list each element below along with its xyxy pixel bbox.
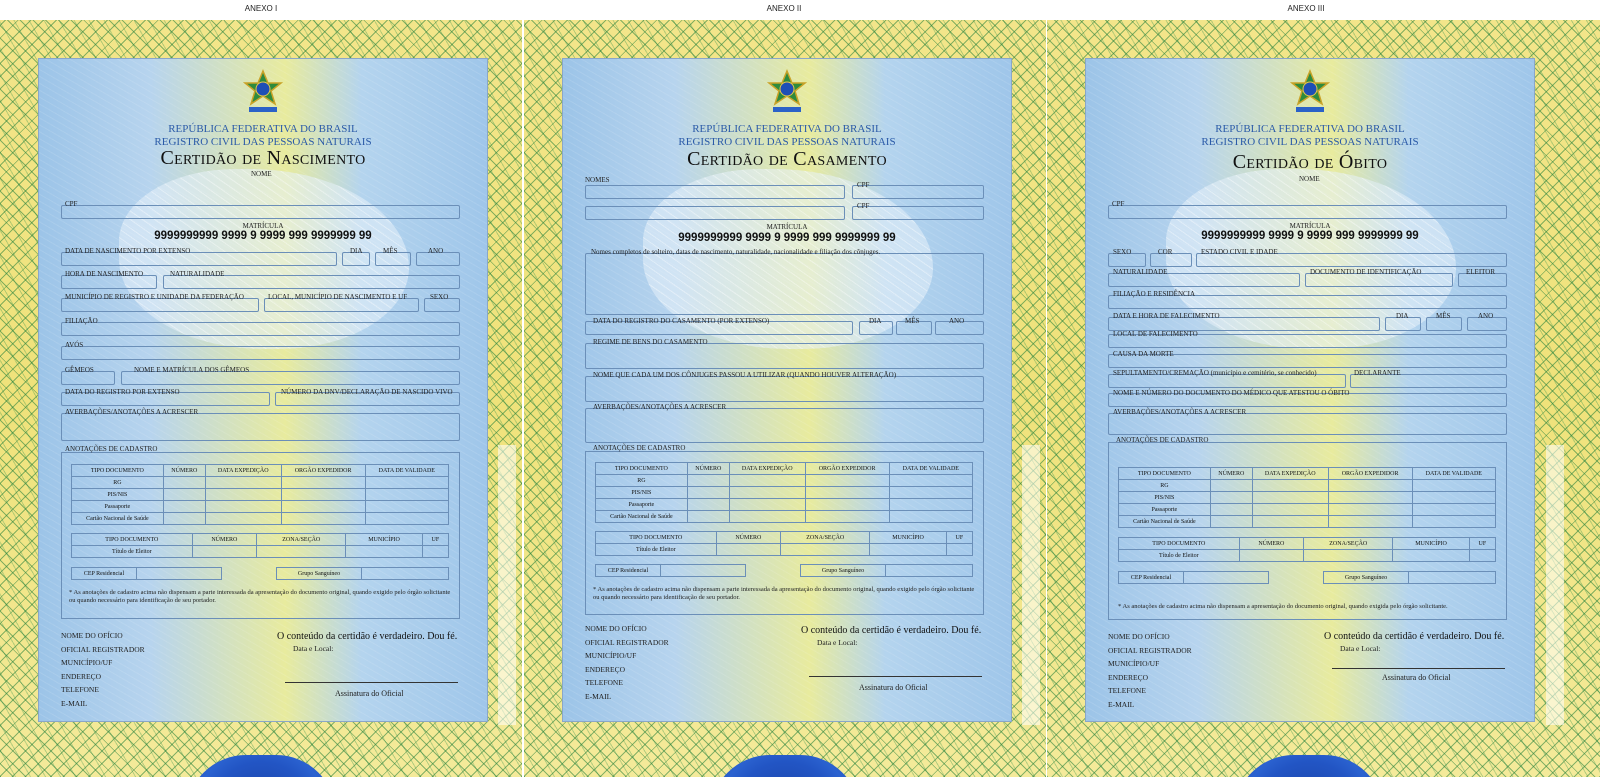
filiacao-field <box>61 322 460 336</box>
col-data-exp: DATA EXPEDIÇÃO <box>205 465 281 477</box>
matricula-label: MATRÍCULA <box>766 223 808 231</box>
paper <box>562 58 1012 722</box>
footer-email: E-MAIL <box>1108 699 1135 709</box>
data-registro-label: DATA DO REGISTRO DO CASAMENTO (POR EXTENSO) <box>593 317 770 325</box>
annex-title-1: ANEXO I <box>244 4 278 13</box>
eleitor-table <box>71 533 449 558</box>
averbacoes-field <box>585 408 984 443</box>
cpf-2-label: CPF <box>857 202 870 210</box>
averbacoes-field <box>61 413 460 441</box>
footer-telefone: TELEFONE <box>585 678 623 688</box>
cadastro-table <box>595 462 973 523</box>
footer-municipio: MUNICÍPIO/UF <box>61 658 113 668</box>
matricula-number: 9999999999 9999 9 9999 999 9999999 99 <box>1201 230 1419 242</box>
eleitor-table <box>1118 537 1496 562</box>
row-passaporte: Passaporte <box>596 499 688 511</box>
col-municipio: MUNICÍPIO <box>870 532 946 544</box>
row-cns: Cartão Nacional de Saúde <box>596 511 688 523</box>
certificate-obito <box>1047 20 1600 777</box>
dia-label: DIA <box>350 247 363 255</box>
coat-of-arms-icon <box>1288 69 1332 117</box>
certificate-casamento <box>524 20 1046 777</box>
doc-id-label: DOCUMENTO DE IDENTIFICAÇÃO <box>1310 268 1422 276</box>
data-registro-label: DATA DO REGISTRO POR EXTENSO <box>65 388 180 396</box>
side-strip <box>1022 445 1040 725</box>
averbacoes-field <box>1108 413 1507 435</box>
conjuges-info-field <box>585 253 984 315</box>
nome-passou-label: NOME QUE CADA UM DOS CÔNJUGES PASSOU A UTILIZAR (QUANDO HOUVER ALTERAÇÃO) <box>593 371 897 379</box>
causa-label: CAUSA DA MORTE <box>1113 350 1174 358</box>
coat-of-arms-icon <box>765 69 809 117</box>
seal-icon <box>710 755 860 777</box>
naturalidade-label: NATURALIDADE <box>170 270 225 278</box>
cpf-field <box>1108 205 1507 219</box>
col-numero: NÚMERO <box>163 465 205 477</box>
col-zona: ZONA/SEÇÃO <box>257 534 346 546</box>
sexo-label: SEXO <box>1113 248 1132 256</box>
nome-conjuge-1-field <box>585 185 845 199</box>
row-cns: Cartão Nacional de Saúde <box>72 513 164 525</box>
seal-icon <box>1234 755 1384 777</box>
sexo-label: SEXO <box>430 293 449 301</box>
local-nascimento-label: LOCAL, MUNICÍPIO DE NASCIMENTO E UF <box>268 293 408 301</box>
footer-email: E-MAIL <box>61 698 88 708</box>
cadastro-title: ANOTAÇÕES DE CADASTRO <box>65 445 158 453</box>
header-line-1: REPÚBLICA FEDERATIVA DO BRASIL <box>1215 123 1405 135</box>
cpf-1-label: CPF <box>857 181 870 189</box>
seal-icon <box>186 755 336 777</box>
dou-fe-text: O conteúdo da certidão é verdadeiro. Dou fé. <box>277 631 458 642</box>
col-validade: DATA DE VALIDADE <box>365 465 448 477</box>
footer-oficial: OFICIAL REGISTRADOR <box>585 637 669 647</box>
header-line-2: REGISTRO CIVIL DAS PESSOAS NATURAIS <box>154 136 372 148</box>
col-tipo2: TIPO DOCUMENTO <box>72 534 193 546</box>
cadastro-note: * As anotações de cadastro acima não dispensam a parte interessada da apresentação do documento original, quando exigido pelo órgão solicitante ou quando necessário para identificação de seu portador. <box>593 586 975 601</box>
coat-of-arms-icon <box>241 69 285 117</box>
row-eleitor: Título de Eleitor <box>596 544 717 556</box>
estado-civil-label: ESTADO CIVIL E IDADE <box>1201 248 1278 256</box>
col-data-exp: DATA EXPEDIÇÃO <box>1252 468 1328 480</box>
col-validade: DATA DE VALIDADE <box>889 463 972 475</box>
sangue-label: Grupo Sanguíneo <box>801 565 886 577</box>
footer-endereco: ENDEREÇO <box>61 671 101 681</box>
cep-table <box>71 567 449 580</box>
col-zona: ZONA/SEÇÃO <box>781 532 870 544</box>
footer-oficial: OFICIAL REGISTRADOR <box>1108 645 1192 655</box>
averbacoes-label: AVERBAÇÕES/ANOTAÇÕES A ACRESCER <box>1113 408 1247 416</box>
signature-line <box>1332 668 1505 669</box>
footer-info <box>61 629 145 711</box>
footer-telefone: TELEFONE <box>1108 686 1146 696</box>
nome-conjuge-2-field <box>585 206 845 220</box>
dnv-label: NÚMERO DA DNV/DECLARAÇÃO DE NASCIDO VIVO <box>281 388 453 396</box>
certificate-title: Certidão de Casamento <box>687 148 887 170</box>
cadastro-note: * As anotações de cadastro acima não dispensam a parte interessada da apresentação do documento original, quando exigido pelo órgão solicitante ou quando necessário para identificação de seu portador. <box>69 589 451 604</box>
ano-label: ANO <box>428 247 444 255</box>
footer-info <box>585 622 669 704</box>
certificate-nascimento <box>0 20 522 777</box>
avos-label: AVÓS <box>65 341 84 349</box>
dou-fe-text: O conteúdo da certidão é verdadeiro. Dou fé. <box>801 625 982 636</box>
nome-gemeos-label: NOME E MATRÍCULA DOS GÊMEOS <box>134 366 250 374</box>
dou-fe-text: O conteúdo da certidão é verdadeiro. Dou fé. <box>1324 631 1505 642</box>
conjuges-info-label: Nomes completos de solteiro, datas de nascimento, naturalidade, nacionalidade e filiação dos cônjuges. <box>591 248 881 256</box>
header-line-2: REGISTRO CIVIL DAS PESSOAS NATURAIS <box>678 136 896 148</box>
municipio-registro-label: MUNICÍPIO DE REGISTRO E UNIDADE DA FEDERAÇÃO <box>65 293 244 301</box>
col-uf: UF <box>422 534 448 546</box>
row-rg: RG <box>596 475 688 487</box>
eleitor-label: ELEITOR <box>1466 268 1496 276</box>
matricula-label: MATRÍCULA <box>242 222 284 230</box>
matricula-label: MATRÍCULA <box>1289 222 1331 230</box>
cadastro-title: ANOTAÇÕES DE CADASTRO <box>593 444 686 452</box>
cadastro-table <box>1118 467 1496 528</box>
matricula-number: 9999999999 9999 9 9999 999 9999999 99 <box>154 230 372 242</box>
col-numero: NÚMERO <box>1210 468 1252 480</box>
gemeos-label: GÊMEOS <box>65 366 94 374</box>
dia-label: DIA <box>869 317 882 325</box>
medico-label: NOME E NÚMERO DO DOCUMENTO DO MÉDICO QUE ATESTOU O ÓBITO <box>1113 389 1350 397</box>
cep-table <box>595 564 973 577</box>
cpf-label: CPF <box>1112 200 1125 208</box>
side-strip <box>1546 445 1564 725</box>
sangue-label: Grupo Sanguíneo <box>277 568 362 580</box>
footer-municipio: MUNICÍPIO/UF <box>585 651 637 661</box>
footer-municipio: MUNICÍPIO/UF <box>1108 659 1160 669</box>
cor-label: COR <box>1158 248 1173 256</box>
cpf-label: CPF <box>65 200 78 208</box>
col-municipio: MUNICÍPIO <box>1393 538 1469 550</box>
signature-label: Assinatura do Oficial <box>859 683 928 692</box>
col-orgao: ORGÃO EXPEDIDOR <box>805 463 889 475</box>
header-line-1: REPÚBLICA FEDERATIVA DO BRASIL <box>692 123 882 135</box>
filiacao-label: FILIAÇÃO <box>65 317 98 325</box>
row-rg: RG <box>72 477 164 489</box>
row-pis: PIS/NIS <box>596 487 688 499</box>
footer-nome-oficio: NOME DO OFÍCIO <box>1108 632 1170 641</box>
annex-title-3: ANEXO III <box>1287 4 1325 13</box>
data-local-label: Data e Local: <box>817 638 858 647</box>
avos-field <box>61 346 460 360</box>
hora-label: HORA DE NASCIMENTO <box>65 270 144 278</box>
cadastro-note: * As anotações de cadastro acima não dispensam a apresentação do documento original, quando exigida pelo órgão solicitante. <box>1118 603 1448 610</box>
footer-info <box>1108 630 1192 712</box>
annex-title-2: ANEXO II <box>766 4 802 13</box>
signature-label: Assinatura do Oficial <box>1382 673 1451 682</box>
col-municipio: MUNICÍPIO <box>346 534 422 546</box>
col-tipo: TIPO DOCUMENTO <box>72 465 164 477</box>
dia-label: DIA <box>1396 312 1409 320</box>
header-line-1: REPÚBLICA FEDERATIVA DO BRASIL <box>168 123 358 135</box>
footer-telefone: TELEFONE <box>61 685 99 695</box>
nomes-label: NOMES <box>585 176 610 184</box>
row-passaporte: Passaporte <box>72 501 164 513</box>
footer-email: E-MAIL <box>585 691 612 701</box>
col-numero: NÚMERO <box>687 463 729 475</box>
col-numero2: NÚMERO <box>716 532 780 544</box>
data-nascimento-label: DATA DE NASCIMENTO POR EXTENSO <box>65 247 191 255</box>
mes-label: MÊS <box>383 247 398 255</box>
col-validade: DATA DE VALIDADE <box>1412 468 1495 480</box>
paper <box>38 58 488 722</box>
footer-endereco: ENDEREÇO <box>1108 672 1148 682</box>
signature-line <box>809 676 982 677</box>
ano-label: ANO <box>1478 312 1494 320</box>
mes-label: MÊS <box>905 317 920 325</box>
cep-label: CEP Residencial <box>1119 572 1184 584</box>
averbacoes-label: AVERBAÇÕES/ANOTAÇÕES A ACRESCER <box>65 408 199 416</box>
col-zona: ZONA/SEÇÃO <box>1304 538 1393 550</box>
nome-passou-field <box>585 376 984 402</box>
row-cns: Cartão Nacional de Saúde <box>1119 516 1211 528</box>
filiacao-label: FILIAÇÃO E RESIDÊNCIA <box>1113 290 1196 298</box>
declarante-label: DECLARANTE <box>1354 369 1401 377</box>
col-tipo2: TIPO DOCUMENTO <box>1119 538 1240 550</box>
cadastro-title: ANOTAÇÕES DE CADASTRO <box>1116 436 1209 444</box>
footer-endereco: ENDEREÇO <box>585 664 625 674</box>
col-numero2: NÚMERO <box>1239 538 1303 550</box>
certificate-title: Certidão de Óbito <box>1232 151 1388 173</box>
row-pis: PIS/NIS <box>1119 492 1211 504</box>
signature-line <box>285 682 458 683</box>
col-orgao: ORGÃO EXPEDIDOR <box>1328 468 1412 480</box>
row-pis: PIS/NIS <box>72 489 164 501</box>
cep-label: CEP Residencial <box>596 565 661 577</box>
sangue-label: Grupo Sanguíneo <box>1324 572 1409 584</box>
eleitor-table <box>595 531 973 556</box>
row-eleitor: Título de Eleitor <box>72 546 193 558</box>
row-passaporte: Passaporte <box>1119 504 1211 516</box>
footer-oficial: OFICIAL REGISTRADOR <box>61 644 145 654</box>
cpf-1-field <box>852 185 984 199</box>
nome-label: NOME <box>251 170 272 178</box>
side-strip <box>498 445 516 725</box>
matricula-number: 9999999999 9999 9 9999 999 9999999 99 <box>678 232 896 244</box>
col-data-exp: DATA EXPEDIÇÃO <box>729 463 805 475</box>
paper <box>1085 58 1535 722</box>
footer-nome-oficio: NOME DO OFÍCIO <box>585 624 647 633</box>
cpf-field <box>61 205 460 219</box>
certificate-title: Certidão de Nascimento <box>160 147 366 169</box>
data-local-label: Data e Local: <box>293 644 334 653</box>
footer-nome-oficio: NOME DO OFÍCIO <box>61 631 123 640</box>
row-eleitor: Título de Eleitor <box>1119 550 1240 562</box>
col-tipo2: TIPO DOCUMENTO <box>596 532 717 544</box>
regime-field <box>585 343 984 369</box>
averbacoes-label: AVERBAÇÕES/ANOTAÇÕES A ACRESCER <box>593 403 727 411</box>
data-local-label: Data e Local: <box>1340 644 1381 653</box>
col-tipo: TIPO DOCUMENTO <box>1119 468 1211 480</box>
sepultamento-label: SEPULTAMENTO/CREMAÇÃO (município e cemitério, se conhecido) <box>1113 369 1317 377</box>
col-uf: UF <box>946 532 972 544</box>
data-hora-label: DATA E HORA DE FALECIMENTO <box>1113 312 1220 320</box>
col-numero2: NÚMERO <box>192 534 256 546</box>
cep-label: CEP Residencial <box>72 568 137 580</box>
naturalidade-label: NATURALIDADE <box>1113 268 1168 276</box>
nome-label: NOME <box>1299 175 1320 183</box>
col-orgao: ORGÃO EXPEDIDOR <box>281 465 365 477</box>
ano-label: ANO <box>949 317 965 325</box>
header-line-2: REGISTRO CIVIL DAS PESSOAS NATURAIS <box>1201 136 1419 148</box>
col-tipo: TIPO DOCUMENTO <box>596 463 688 475</box>
signature-label: Assinatura do Oficial <box>335 689 404 698</box>
col-uf: UF <box>1469 538 1495 550</box>
row-rg: RG <box>1119 480 1211 492</box>
local-label: LOCAL DE FALECIMENTO <box>1113 330 1198 338</box>
mes-label: MÊS <box>1436 312 1451 320</box>
cadastro-table <box>71 464 449 525</box>
cpf-2-field <box>852 206 984 220</box>
cep-table <box>1118 571 1496 584</box>
regime-label: REGIME DE BENS DO CASAMENTO <box>593 338 708 346</box>
